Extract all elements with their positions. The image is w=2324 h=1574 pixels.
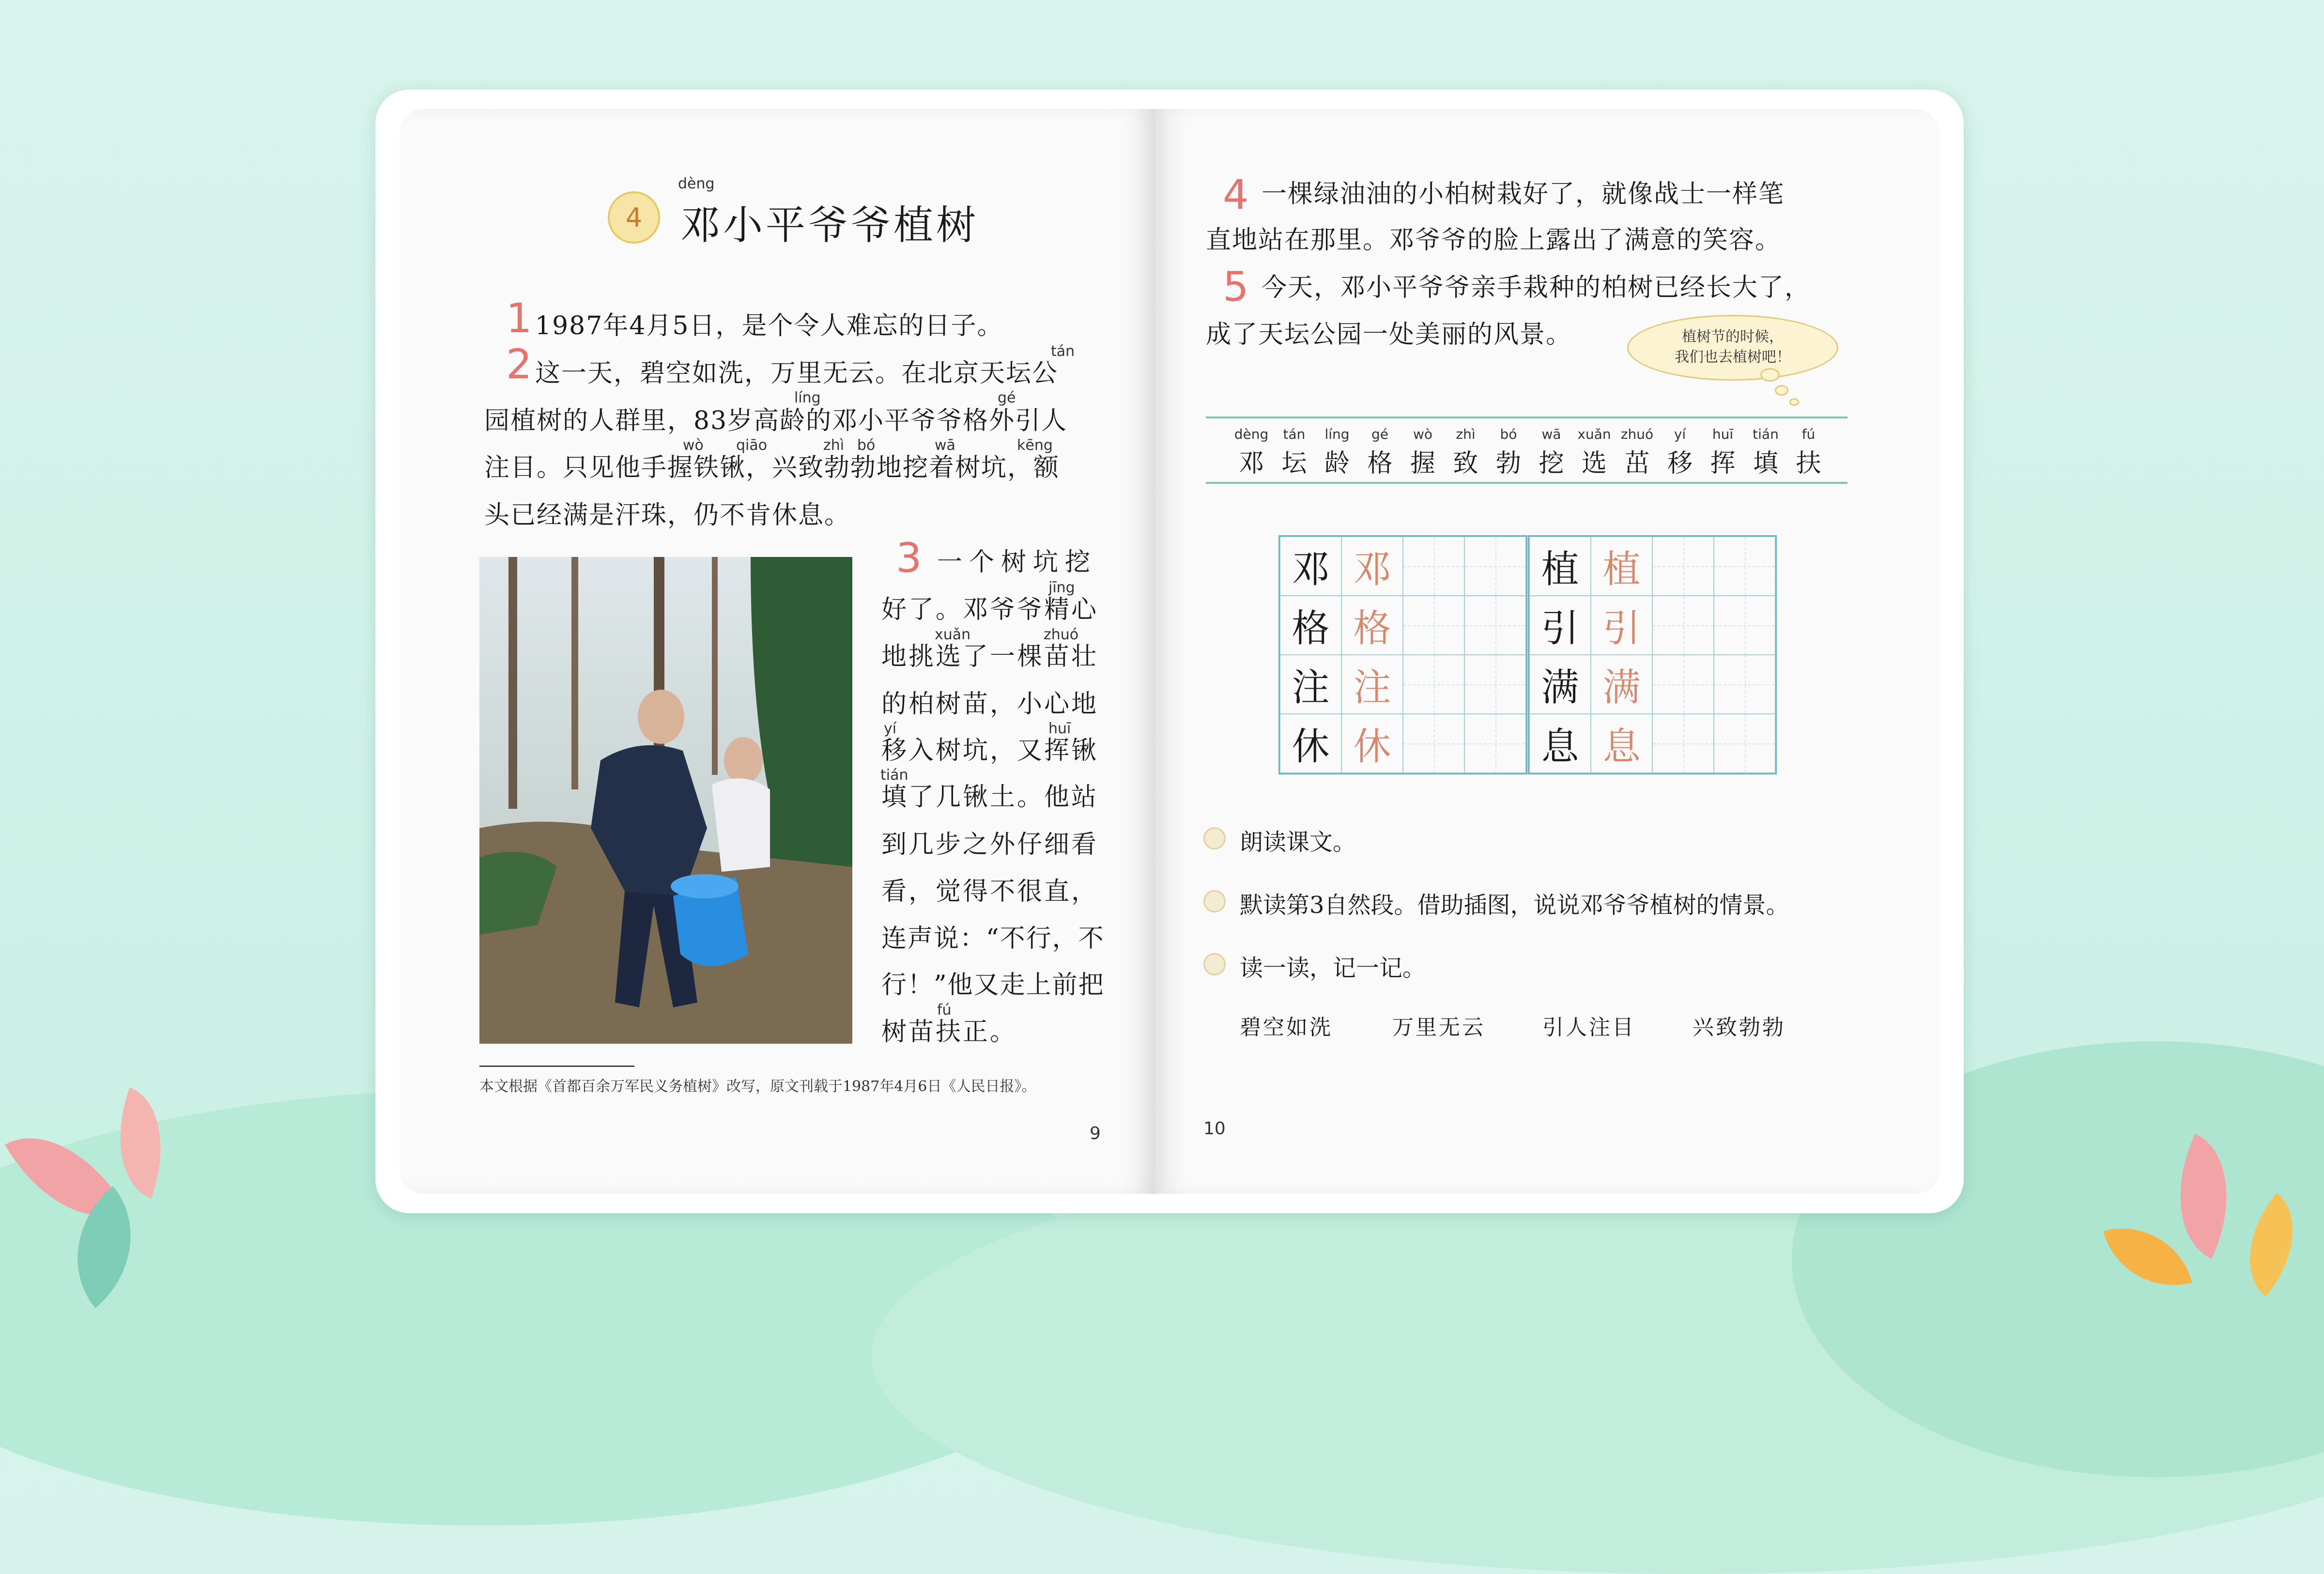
new-character-glyph: 勃 (1495, 449, 1521, 478)
pinyin-annotation: tián (880, 767, 908, 784)
paragraph-line: 到几步之外仔细看 (881, 830, 1099, 859)
model-character: 邓 (1292, 548, 1330, 591)
new-character-pinyin: dèng (1234, 426, 1269, 442)
grid-cell (1652, 537, 1714, 596)
paragraph-line: 的柏树苗，小心地 (881, 690, 1099, 719)
model-character: 格 (1292, 607, 1330, 650)
paragraph-line: 移入树坑，又挥锹 (881, 736, 1099, 765)
trace-character: 休 (1353, 725, 1391, 769)
trace-character: 邓 (1353, 548, 1391, 591)
pinyin-annotation: xuǎn (935, 626, 971, 643)
grid-cell (1280, 655, 1341, 714)
phrase-item: 兴致勃勃 (1693, 1015, 1785, 1040)
illustration-photo (479, 557, 852, 1044)
new-character (1445, 426, 1487, 479)
exercise-item: 朗读课文。 (1240, 829, 1356, 856)
grid-cell (1591, 596, 1652, 655)
model-character: 满 (1541, 666, 1579, 710)
model-character: 息 (1541, 725, 1579, 769)
new-character (1530, 426, 1573, 479)
new-character (1487, 426, 1530, 479)
trace-character: 息 (1602, 725, 1641, 769)
paragraph-number: 4 (1223, 171, 1249, 218)
new-character-pinyin: zhì (1456, 426, 1476, 442)
paragraph-number: 5 (1223, 263, 1249, 310)
new-character-pinyin: tián (1753, 426, 1779, 442)
bubble-tail (1760, 368, 1780, 382)
grid-cell (1341, 655, 1403, 714)
grid-cell (1714, 714, 1775, 773)
new-character-glyph: 致 (1453, 449, 1478, 478)
bubble-line: 我们也去植树吧！ (1675, 349, 1791, 366)
grid-cell (1591, 714, 1652, 773)
lesson-title: 邓小平爷爷植树 (680, 202, 979, 248)
bubble-line: 植树节的时候， (1682, 328, 1784, 345)
paragraph-line: 1987年4月5日，是个令人难忘的日子。 (535, 311, 1003, 340)
pinyin-annotation: líng (794, 389, 821, 406)
bubble-tail (1775, 385, 1788, 396)
paragraph-line: 地挑选了一棵苗壮 (881, 642, 1099, 671)
paragraph-number: 1 (506, 294, 532, 342)
speech-bubble (1627, 315, 1838, 381)
new-character-glyph: 茁 (1624, 449, 1650, 478)
new-character-pinyin: zhuó (1620, 426, 1654, 442)
pinyin-annotation: kēng (1017, 437, 1053, 454)
pinyin-annotation: huī (1048, 720, 1071, 737)
model-character: 注 (1292, 666, 1330, 710)
grid-cell (1652, 596, 1714, 655)
grid-cell (1591, 537, 1652, 596)
grid-cell (1341, 596, 1403, 655)
new-character-pinyin: líng (1324, 426, 1350, 442)
pinyin-annotation: yí (884, 720, 897, 737)
paragraph-line: 头已经满是汗珠，仍不肯休息。 (484, 501, 851, 530)
paragraph-line: 看，觉得不很直， (881, 877, 1099, 906)
strip-bottom-line (1206, 482, 1847, 484)
grid-cell (1403, 596, 1464, 655)
new-character-glyph: 握 (1410, 449, 1435, 478)
page-number-left: 9 (1090, 1124, 1101, 1143)
paragraph-line: 这一天，碧空如洗，万里无云。在北京天坛公 (535, 359, 1059, 388)
grid-cell (1529, 596, 1591, 655)
paragraph-line: 注目。只见他手握铁锹，兴致勃勃地挖着树坑，额 (484, 453, 1060, 482)
exercise-item: 默读第3自然段。借助插图，说说邓爷爷植树的情景。 (1240, 892, 1789, 919)
bubble-tail (1789, 398, 1799, 406)
paragraph-line: 一个树坑挖 (937, 548, 1097, 577)
new-character-glyph: 挥 (1710, 449, 1736, 478)
new-character (1316, 426, 1358, 479)
grid-cell (1529, 655, 1591, 714)
trace-character: 满 (1602, 666, 1641, 710)
grid-cell (1280, 714, 1341, 773)
grid-cell (1529, 714, 1591, 773)
new-character-pinyin: fú (1801, 426, 1816, 442)
new-character-pinyin: gé (1371, 426, 1388, 442)
new-character-glyph: 邓 (1238, 449, 1264, 478)
new-character-glyph: 扶 (1796, 449, 1821, 478)
new-character-glyph: 选 (1581, 449, 1607, 478)
new-character-pinyin: yí (1674, 426, 1686, 442)
phrase-item: 碧空如洗 (1240, 1015, 1333, 1040)
writing-grid-left (1278, 535, 1527, 774)
pinyin-annotation: wā (935, 437, 955, 454)
grid-cell (1652, 655, 1714, 714)
pinyin-annotation: qiāo (736, 437, 768, 454)
title-pinyin: dèng (678, 175, 715, 192)
paragraph-line: 直地站在那里。邓爷爷的脸上露出了满意的笑容。 (1206, 226, 1782, 255)
pinyin-annotation: bó (857, 437, 876, 454)
paragraph-line: 成了天坛公园一处美丽的风景。 (1206, 320, 1572, 349)
exercise-item: 读一读，记一记。 (1240, 955, 1426, 982)
paragraph-line: 行！”他又走上前把 (881, 971, 1105, 1000)
pinyin-annotation: fú (937, 1002, 952, 1018)
new-character (1659, 426, 1701, 479)
grid-cell (1464, 537, 1526, 596)
grid-cell (1403, 537, 1464, 596)
new-character-pinyin: huī (1712, 426, 1734, 442)
grid-cell (1341, 714, 1403, 773)
grid-cell (1280, 596, 1341, 655)
new-character (1359, 426, 1401, 479)
new-character-glyph: 龄 (1324, 449, 1350, 478)
grid-cell (1464, 596, 1526, 655)
new-character-glyph: 格 (1367, 449, 1393, 478)
grid-cell (1341, 537, 1403, 596)
pinyin-annotation: zhuó (1044, 626, 1079, 643)
paragraph-line: 一棵绿油油的小柏树栽好了，就像战士一样笔 (1262, 180, 1785, 209)
grid-cell (1464, 714, 1526, 773)
new-character (1702, 426, 1744, 479)
exercise-bullet-icon (1203, 953, 1226, 975)
strip-top-line (1206, 417, 1847, 418)
new-character-pinyin: wò (1413, 426, 1433, 442)
new-character (1401, 426, 1444, 479)
new-character (1273, 426, 1316, 479)
trace-character: 引 (1602, 607, 1641, 650)
new-character-glyph: 挖 (1539, 449, 1564, 478)
new-character (1787, 426, 1830, 479)
writing-grid-right (1528, 535, 1777, 774)
grid-cell (1714, 655, 1775, 714)
new-character (1744, 426, 1787, 479)
model-character: 休 (1292, 725, 1330, 769)
new-character-pinyin: wā (1541, 426, 1561, 442)
pinyin-annotation: wò (683, 437, 704, 454)
pinyin-annotation: gé (998, 389, 1016, 406)
model-character: 引 (1541, 607, 1579, 650)
footnote-divider (479, 1065, 634, 1067)
new-character-glyph: 坛 (1281, 449, 1307, 478)
paragraph-number: 3 (896, 534, 922, 582)
grid-cell (1403, 714, 1464, 773)
new-character-glyph: 移 (1667, 449, 1693, 478)
grid-cell (1591, 655, 1652, 714)
new-character (1616, 426, 1659, 479)
grid-cell (1280, 537, 1341, 596)
trace-character: 格 (1353, 607, 1391, 650)
exercise-bullet-icon (1203, 890, 1226, 912)
pinyin-annotation: zhì (823, 437, 845, 454)
pinyin-annotation: tán (1051, 343, 1075, 360)
grid-cell (1714, 537, 1775, 596)
paragraph-line: 园植树的人群里，83岁高龄的邓小平爷爷格外引人 (484, 406, 1068, 435)
new-character (1573, 426, 1616, 479)
paragraph-line: 填了几锹土。他站 (881, 783, 1099, 812)
lesson-number-badge: 4 (608, 191, 660, 244)
page-number-right: 10 (1203, 1119, 1226, 1139)
new-character-glyph: 填 (1753, 449, 1778, 478)
new-character (1230, 426, 1273, 479)
grid-cell (1652, 714, 1714, 773)
tree-planting-photo (479, 557, 852, 1044)
paragraph-line: 树苗扶正。 (881, 1018, 1017, 1047)
trace-character: 植 (1602, 548, 1641, 591)
paragraph-line: 今天，邓小平爷爷亲手栽种的柏树已经长大了， (1262, 273, 1811, 302)
new-character-pinyin: tán (1283, 426, 1306, 442)
grid-cell (1464, 655, 1526, 714)
grid-cell (1529, 537, 1591, 596)
phrase-item: 引人注目 (1542, 1015, 1635, 1040)
new-character-pinyin: bó (1500, 426, 1517, 442)
exercise-bullet-icon (1203, 827, 1226, 849)
trace-character: 注 (1353, 666, 1391, 710)
grid-cell (1714, 596, 1775, 655)
footnote: 本文根据《首都百余万军民义务植树》改写，原文刊载于1987年4月6日《人民日报》。 (479, 1078, 1036, 1095)
paragraph-number: 2 (506, 340, 532, 388)
model-character: 植 (1541, 548, 1579, 591)
phrase-item: 万里无云 (1392, 1015, 1485, 1040)
new-character-pinyin: xuǎn (1577, 426, 1611, 442)
pinyin-annotation: jīng (1048, 579, 1075, 596)
grid-cell (1403, 655, 1464, 714)
paragraph-line: 连声说：“不行，不 (881, 924, 1105, 953)
paragraph-line: 好了。邓爷爷精心 (881, 595, 1099, 624)
